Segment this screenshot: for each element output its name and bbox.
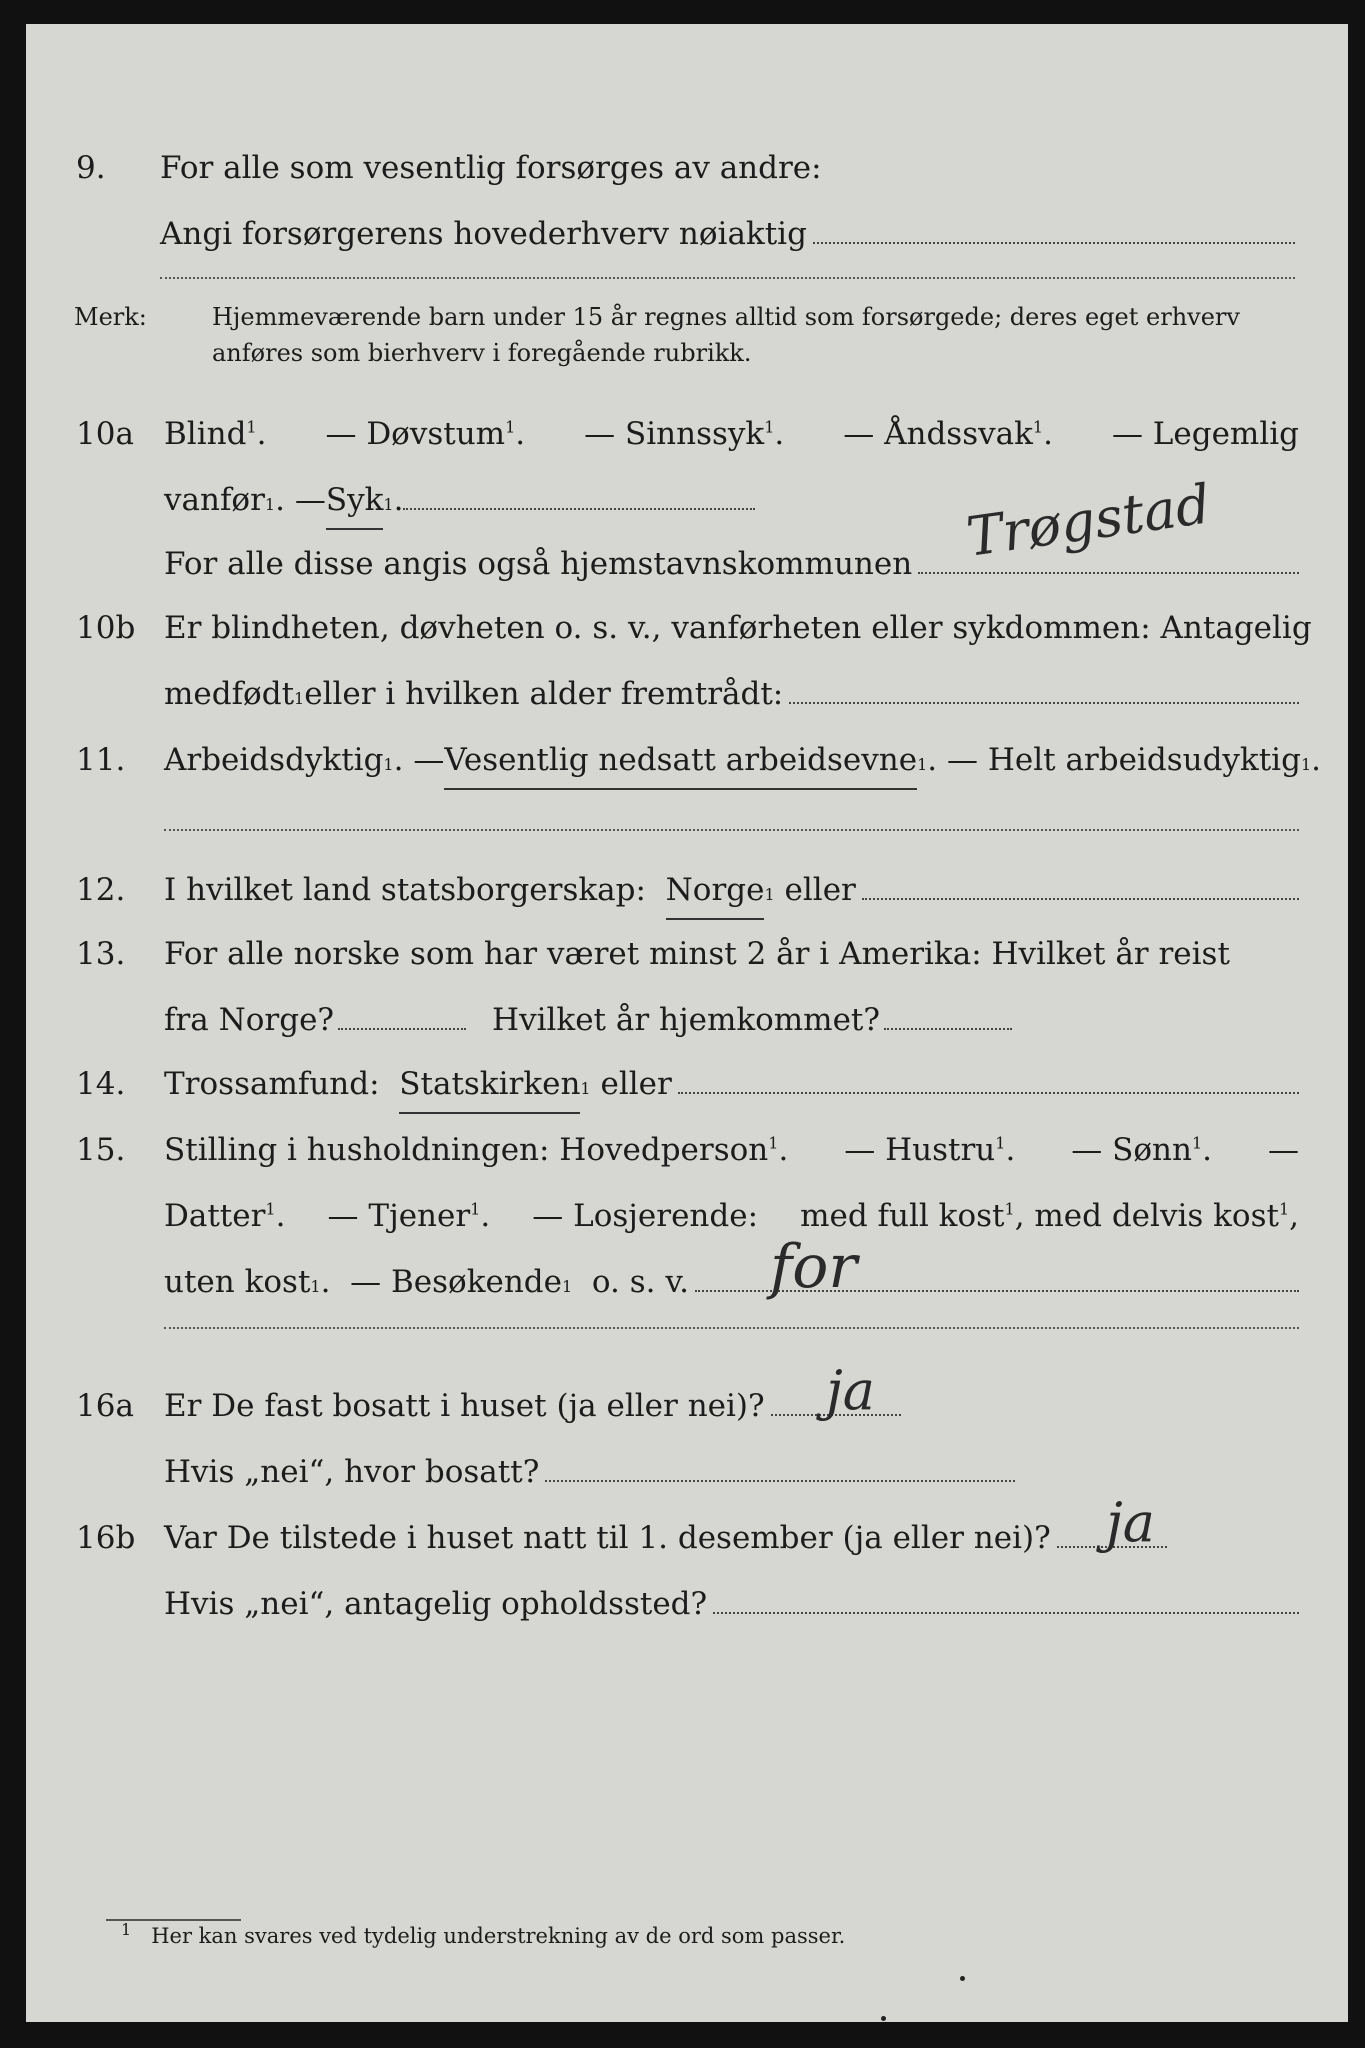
q13-row-2	[26, 994, 1348, 1046]
opt-datter[interactable]: Datter	[164, 1198, 266, 1234]
q12-answer-line[interactable]	[862, 897, 1299, 900]
q16a-text: Er De fast bosatt i huset (ja eller nei)?	[164, 1388, 765, 1424]
q16b-opholdssted-line[interactable]	[713, 1611, 1299, 1614]
q14-number: 14.	[76, 1066, 126, 1102]
footnote-text: Her kan svares ved tydelig understrekning av de ord som passer.	[151, 1924, 846, 1948]
q9-row	[26, 142, 1348, 194]
q14-text: Trossamfund:	[164, 1066, 380, 1102]
opt-delvis-kost[interactable]: , med delvis kost	[1014, 1198, 1279, 1234]
q9-number: 9.	[76, 150, 106, 186]
merk-line-2: anføres som bierhverv i foregående rubrikk.	[212, 339, 752, 367]
opt-vanfor[interactable]: vanfør	[164, 482, 265, 518]
q16b-answer: ja	[1106, 1491, 1155, 1554]
hjemstavn-label: For alle disse angis også hjemstavnskommunen	[164, 546, 913, 582]
q15-row-3: uten kost 1 . — Besøkende 1 o. s. v.	[26, 1256, 1348, 1308]
q13-text: For alle norske som har været minst 2 år i Amerika: Hvilket år reist	[164, 936, 1230, 972]
q16a-text-2: Hvis „nei“, hvor bosatt?	[164, 1454, 540, 1490]
q10a-row: 10a Blind$^1$. — Døvstum$^1$. — Sinnssyk$^1$. — Åndssvak$^1$. — Legemlig	[26, 408, 1348, 460]
ink-speck	[881, 2016, 886, 2021]
q10b-answer-line[interactable]	[789, 701, 1299, 704]
opt-sinnssyk[interactable]: — Sinnssyk	[584, 416, 765, 452]
q13-hjem-label: Hvilket år hjemkommet?	[492, 1002, 881, 1038]
opt-syk-underlined[interactable]: Syk	[326, 474, 384, 530]
opt-hovedperson[interactable]: Stilling i husholdningen: Hovedperson	[164, 1132, 769, 1168]
opt-norge-underlined[interactable]: Norge	[666, 864, 765, 920]
q10a-syk-line[interactable]	[403, 507, 755, 510]
q16a-number: 16a	[76, 1388, 134, 1424]
merk-note	[74, 298, 1314, 336]
q15-extra-line[interactable]	[164, 1326, 1299, 1329]
q10a-number: 10a	[76, 416, 134, 452]
q16a-row	[26, 1380, 1348, 1432]
merk-label: Merk:	[74, 303, 147, 331]
q10b-number: 10b	[76, 610, 136, 646]
opt-medfodt[interactable]: medfødt	[164, 676, 295, 712]
q13-reist-line[interactable]	[338, 1027, 466, 1030]
q14-row: 14. Trossamfund: Statskirken 1 eller	[26, 1058, 1348, 1110]
q15-row-2: Datter$^1$. — Tjener$^1$. — Losjerende: med full kost$^1$, med delvis kost$^1$,	[26, 1190, 1348, 1242]
q13-row	[26, 928, 1348, 980]
opt-losjerende: — Losjerende:	[532, 1198, 759, 1234]
opt-dovstum[interactable]: — Døvstum	[325, 416, 506, 452]
q16a-answer: ja	[826, 1359, 875, 1422]
q10a-row-3	[26, 538, 1348, 590]
opt-besokende[interactable]: — Besøkende	[350, 1264, 562, 1300]
q10b-row	[26, 602, 1348, 654]
q9-text-2: Angi forsørgerens hovederhverv nøiaktig	[160, 216, 807, 252]
q9-extra-line[interactable]	[160, 276, 1295, 279]
opt-full-kost[interactable]: med full kost	[800, 1198, 1005, 1234]
q15-answer: for	[770, 1232, 858, 1302]
q13-hjem-line[interactable]	[884, 1027, 1012, 1030]
q12-row: 12. I hvilket land statsborgerskap: Norge 1 eller	[26, 864, 1348, 916]
q12-text: I hvilket land statsborgerskap:	[164, 872, 646, 908]
opt-legemlig[interactable]: — Legemlig	[1111, 416, 1299, 452]
footnote	[121, 1920, 846, 1948]
q11-row: 11. Arbeidsdyktig 1 . — Vesentlig nedsatt arbeidsevne 1 . — Helt arbeidsudyktig 1 .	[26, 734, 1348, 786]
opt-statskirken-underlined[interactable]: Statskirken	[399, 1058, 580, 1114]
q16a-bosatt-line[interactable]	[545, 1479, 1015, 1482]
opt-sonn[interactable]: — Sønn	[1071, 1132, 1192, 1168]
q9-row-2	[26, 208, 1348, 260]
q10b-text-2: eller i hvilken alder fremtrådt:	[304, 676, 784, 712]
q10a-row-2: vanfør 1 . — Syk 1 .	[26, 474, 1348, 526]
q16b-text-2: Hvis „nei“, antagelig opholdssted?	[164, 1586, 708, 1622]
q16b-row-2	[26, 1578, 1348, 1630]
q13-number: 13.	[76, 936, 126, 972]
q9-answer-line[interactable]	[813, 241, 1295, 244]
q10b-text: Er blindheten, døvheten o. s. v., vanførheten eller sykdommen: Antagelig	[164, 610, 1312, 646]
q15-row: 15. Stilling i husholdningen: Hovedperson$^1$. — Hustru$^1$. — Sønn$^1$. —	[26, 1124, 1348, 1176]
opt-hustru[interactable]: — Hustru	[844, 1132, 996, 1168]
q12-number: 12.	[76, 872, 126, 908]
q10b-row-2: medfødt 1 eller i hvilken alder fremtrådt:	[26, 668, 1348, 720]
footnote-mark: 1	[121, 1920, 132, 1939]
q13-reist-label: fra Norge?	[164, 1002, 335, 1038]
ink-speck	[960, 1976, 965, 1981]
q11-number: 11.	[76, 742, 126, 778]
opt-helt-arbeidsudyktig[interactable]: — Helt arbeidsudyktig	[946, 742, 1301, 778]
hjemstavn-answer: Trøgstad	[962, 472, 1215, 569]
opt-uten-kost[interactable]: uten kost	[164, 1264, 311, 1300]
census-form-page	[26, 24, 1348, 2022]
q15-number: 15.	[76, 1132, 126, 1168]
q16b-text: Var De tilstede i huset natt til 1. desember (ja eller nei)?	[164, 1520, 1051, 1556]
opt-arbeidsdyktig[interactable]: Arbeidsdyktig	[164, 742, 384, 778]
opt-vesentlig-nedsatt-underlined[interactable]: Vesentlig nedsatt arbeidsevne	[444, 734, 917, 790]
q16b-number: 16b	[76, 1520, 136, 1556]
q14-answer-line[interactable]	[678, 1091, 1299, 1094]
opt-blind[interactable]: Blind	[164, 416, 247, 452]
merk-line-1: Hjemmeværende barn under 15 år regnes alltid som forsørgede; deres eget erhverv	[212, 303, 1240, 331]
opt-andssvak[interactable]: — Åndssvak	[843, 416, 1033, 452]
hjemstavn-line[interactable]	[918, 571, 1299, 574]
opt-tjener[interactable]: — Tjener	[327, 1198, 471, 1234]
q9-text: For alle som vesentlig forsørges av andre:	[160, 150, 822, 186]
q11-extra-line[interactable]	[164, 828, 1299, 831]
